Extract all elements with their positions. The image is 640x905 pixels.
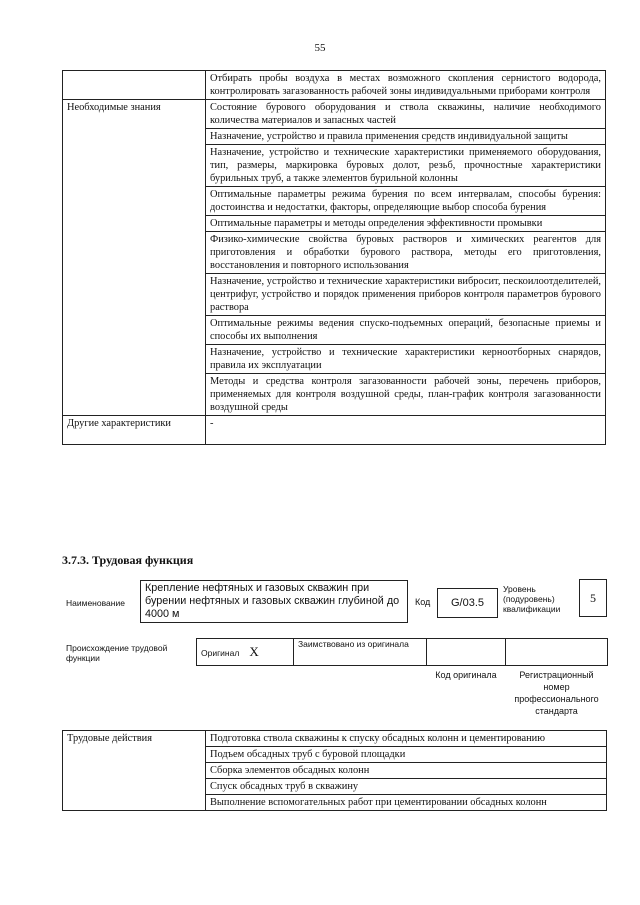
borrowed-label: Заимствовано из оригинала — [294, 639, 427, 666]
code-original-label: Код оригинала — [435, 670, 497, 680]
table-row — [197, 639, 608, 666]
code-original-cell — [427, 639, 506, 666]
knowledge-label: Необходимые знания — [63, 100, 206, 416]
function-name-value: Крепление нефтяных и газовых скважин при бурении нефтяных и газовых скважин глубиной до 4000 м — [140, 580, 408, 623]
knowledge-table — [62, 70, 606, 445]
spacer-cell — [294, 666, 427, 718]
continuation-cell: Отбирать пробы воздуха в местах возможного скопления сернистого водорода, контролировать загазованность рабочей зоны индивидуальными приборами контроля — [206, 71, 606, 100]
knowledge-item: Методы и средства контроля загазованности рабочей зоны, перечень приборов, применяемых для контроля воздушной среды, план-график контроля загазованности воздушной среды — [206, 374, 606, 416]
level-label: Уровень (подуровень) квалификации — [503, 584, 561, 614]
reg-number-cell — [506, 639, 608, 666]
action-item: Спуск обсадных труб в скважину — [206, 779, 607, 795]
knowledge-item: Оптимальные параметры и методы определения эффективности промывки — [206, 216, 606, 232]
name-label: Наименование — [66, 598, 125, 608]
knowledge-item: Назначение, устройство и правила применения средств индивидуальной защиты — [206, 129, 606, 145]
knowledge-item: Физико-химические свойства буровых растворов и химических реагентов для приготовления и обработки бурового раствора, методы его приготовления, восстановления и повторного использования — [206, 232, 606, 274]
origin-label: Происхождение трудовой функции — [66, 643, 168, 663]
origin-table — [196, 638, 608, 717]
other-label: Другие характеристики — [63, 416, 206, 445]
action-item: Выполнение вспомогательных работ при цементировании обсадных колонн — [206, 795, 607, 811]
spacer-cell — [197, 666, 294, 718]
actions-label: Трудовые действия — [63, 731, 206, 811]
section-heading: 3.7.3. Трудовая функция — [62, 553, 194, 567]
actions-table — [62, 730, 607, 811]
knowledge-item: Состояние бурового оборудования и ствола скважины, наличие необходимого количества материалов и запасных частей — [206, 100, 606, 129]
page-number: 55 — [314, 42, 326, 54]
reg-number-label: Регистрационный номер профессионального стандарта — [514, 670, 599, 716]
knowledge-item: Назначение, устройство и технические характеристики вибросит, пескоилоотделителей, центрифуг, устройство и порядок применения приборов контроля параметров бурового раствора — [206, 274, 606, 316]
original-label: Оригинал — [201, 647, 240, 658]
knowledge-item: Оптимальные параметры режима бурения по всем интервалам, способы бурения: достоинства и недостатки, факторы, определяющие выбор способа бурения — [206, 187, 606, 216]
knowledge-item: Оптимальные режимы ведения спуско-подъемных операций, безопасные приемы и способы их выполнения — [206, 316, 606, 345]
empty-label-cell — [63, 71, 206, 100]
function-code-value: G/03.5 — [437, 588, 498, 618]
original-mark: X — [249, 643, 259, 659]
knowledge-item: Назначение, устройство и технические характеристики применяемого оборудования, тип, размеры, маркировка буровых долот, резьб, прочностные характеристики бурильных труб, а также элементов бурильной колонны — [206, 145, 606, 187]
table-row — [63, 71, 606, 100]
table-row — [63, 731, 607, 747]
other-value: - — [206, 416, 606, 445]
knowledge-item: Назначение, устройство и технические характеристики керноотборных снарядов, правила их эксплуатации — [206, 345, 606, 374]
table-row — [197, 666, 608, 718]
action-item: Подъем обсадных труб с буровой площадки — [206, 747, 607, 763]
table-row — [63, 100, 606, 129]
table-row — [63, 416, 606, 445]
original-cell — [197, 639, 294, 666]
code-label: Код — [415, 597, 431, 607]
action-item: Сборка элементов обсадных колонн — [206, 763, 607, 779]
level-value: 5 — [579, 579, 607, 617]
action-item: Подготовка ствола скважины к спуску обсадных колонн и цементированию — [206, 731, 607, 747]
